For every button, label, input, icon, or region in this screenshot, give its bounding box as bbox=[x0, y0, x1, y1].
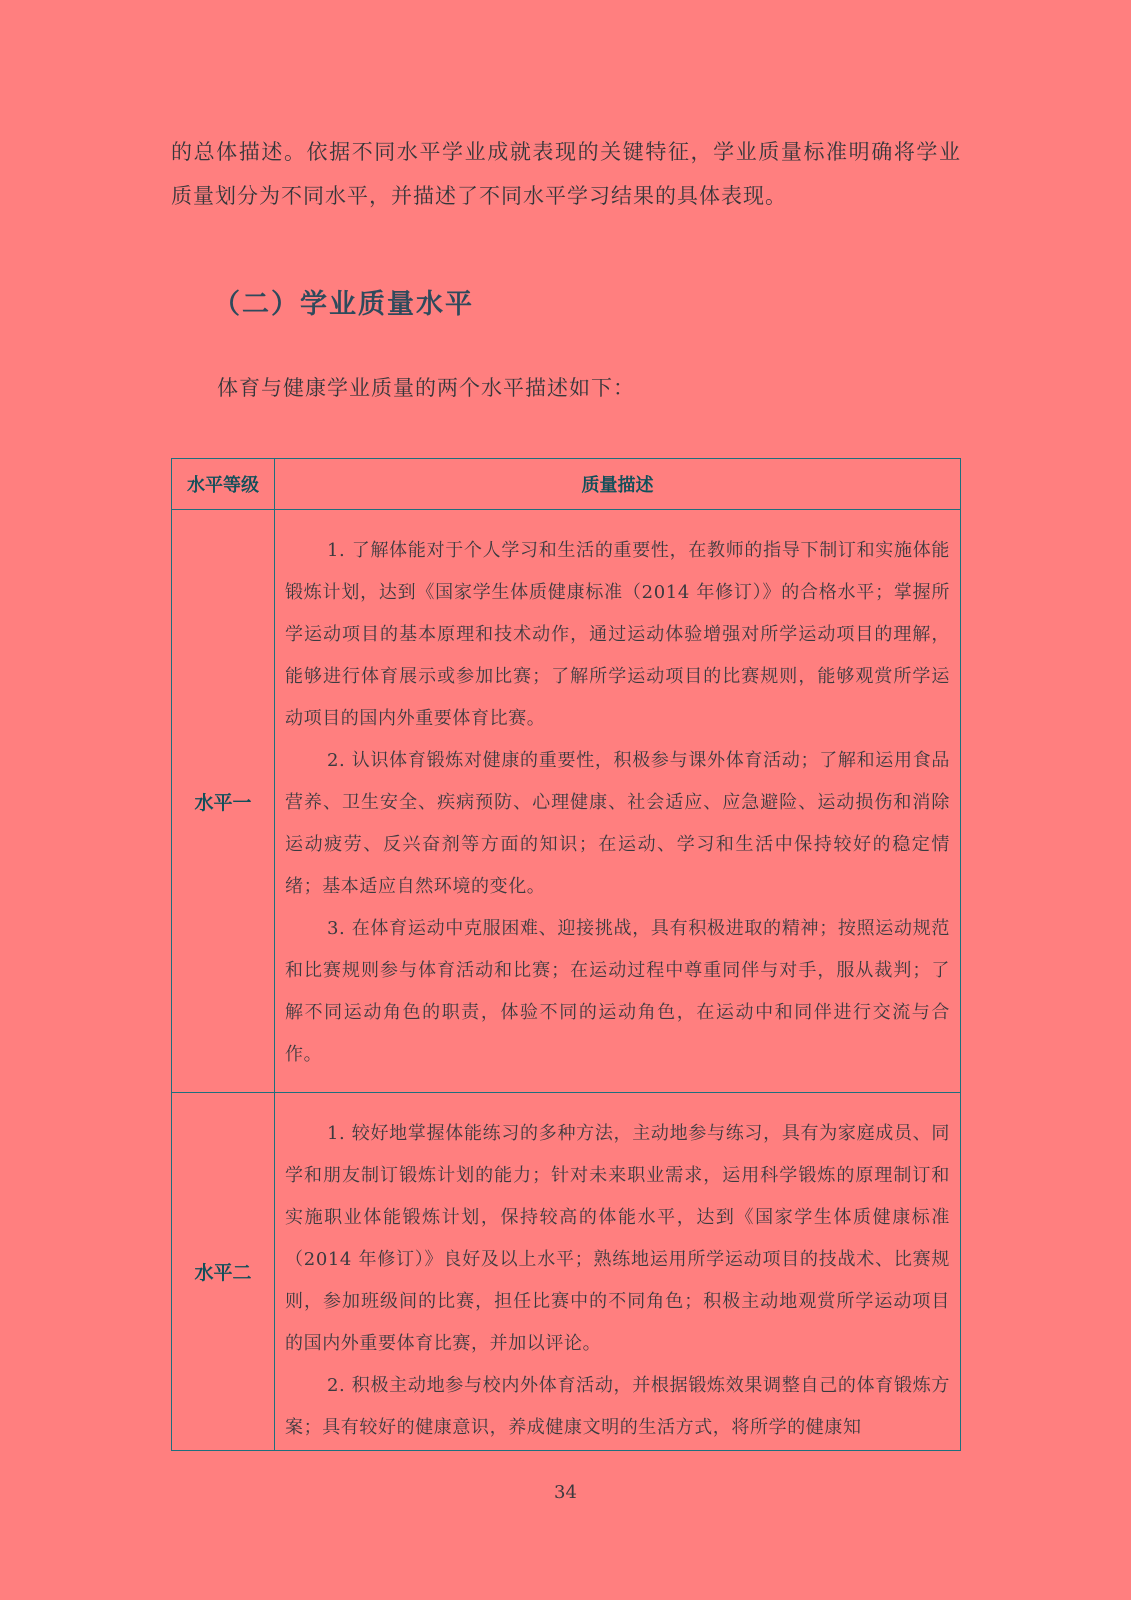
level-1-paragraph-1: 1. 了解体能对于个人学习和生活的重要性，在教师的指导下制订和实施体能锻炼计划，达到《国家学生体质健康标准（2014 年修订）》的合格水平；掌握所学运动项目的基本原理和技术动作，通过运动体验增强对所学运动项目的理解，能够进行体育展示或参加比赛；了解所学运动项目的比赛规则，能够观赏所学运动项目的国内外重要体育比赛。 bbox=[285, 540, 950, 729]
intro-paragraph-block bbox=[171, 130, 961, 218]
level-2-paragraph-2: 2. 积极主动地参与校内外体育活动，并根据锻炼效果调整自己的体育锻炼方案；具有较好的健康意识，养成健康文明的生活方式，将所学的健康知 bbox=[285, 1375, 950, 1438]
table-row-level-2 bbox=[172, 1093, 961, 1451]
table-header-row bbox=[172, 459, 961, 510]
level-1-label: 水平一 bbox=[172, 510, 275, 1093]
level-2-description bbox=[275, 1093, 961, 1451]
quality-levels-table bbox=[171, 458, 961, 1451]
section-lead-text: 体育与健康学业质量的两个水平描述如下： bbox=[217, 376, 635, 400]
page-number: 34 bbox=[554, 1482, 577, 1503]
level-column-header: 水平等级 bbox=[172, 459, 275, 510]
intro-paragraph: 的总体描述。依据不同水平学业成就表现的关键特征，学业质量标准明确将学业质量划分为不同水平，并描述了不同水平学习结果的具体表现。 bbox=[171, 140, 961, 208]
level-1-paragraph-2: 2. 认识体育锻炼对健康的重要性，积极参与课外体育活动；了解和运用食品营养、卫生安全、疾病预防、心理健康、社会适应、应急避险、运动损伤和消除运动疲劳、反兴奋剂等方面的知识；在运动、学习和生活中保持较好的稳定情绪；基本适应自然环境的变化。 bbox=[285, 750, 950, 897]
description-column-header: 质量描述 bbox=[275, 459, 961, 510]
level-2-label: 水平二 bbox=[172, 1093, 275, 1451]
level-1-description bbox=[275, 510, 961, 1093]
level-2-paragraph-1: 1. 较好地掌握体能练习的多种方法，主动地参与练习，具有为家庭成员、同学和朋友制订锻炼计划的能力；针对未来职业需求，运用科学锻炼的原理制订和实施职业体能锻炼计划，保持较高的体能水平，达到《国家学生体质健康标准（2014 年修订）》良好及以上水平；熟练地运用所学运动项目的技战术、比赛规则，参加班级间的比赛，担任比赛中的不同角色；积极主动地观赏所学运动项目的国内外重要体育比赛，并加以评论。 bbox=[285, 1123, 950, 1354]
table-row-level-1 bbox=[172, 510, 961, 1093]
section-heading: （二）学业质量水平 bbox=[213, 289, 474, 320]
level-1-paragraph-3: 3. 在体育运动中克服困难、迎接挑战，具有积极进取的精神；按照运动规范和比赛规则参与体育活动和比赛；在运动过程中尊重同伴与对手，服从裁判；了解不同运动角色的职责，体验不同的运动角色，在运动中和同伴进行交流与合作。 bbox=[285, 918, 950, 1065]
